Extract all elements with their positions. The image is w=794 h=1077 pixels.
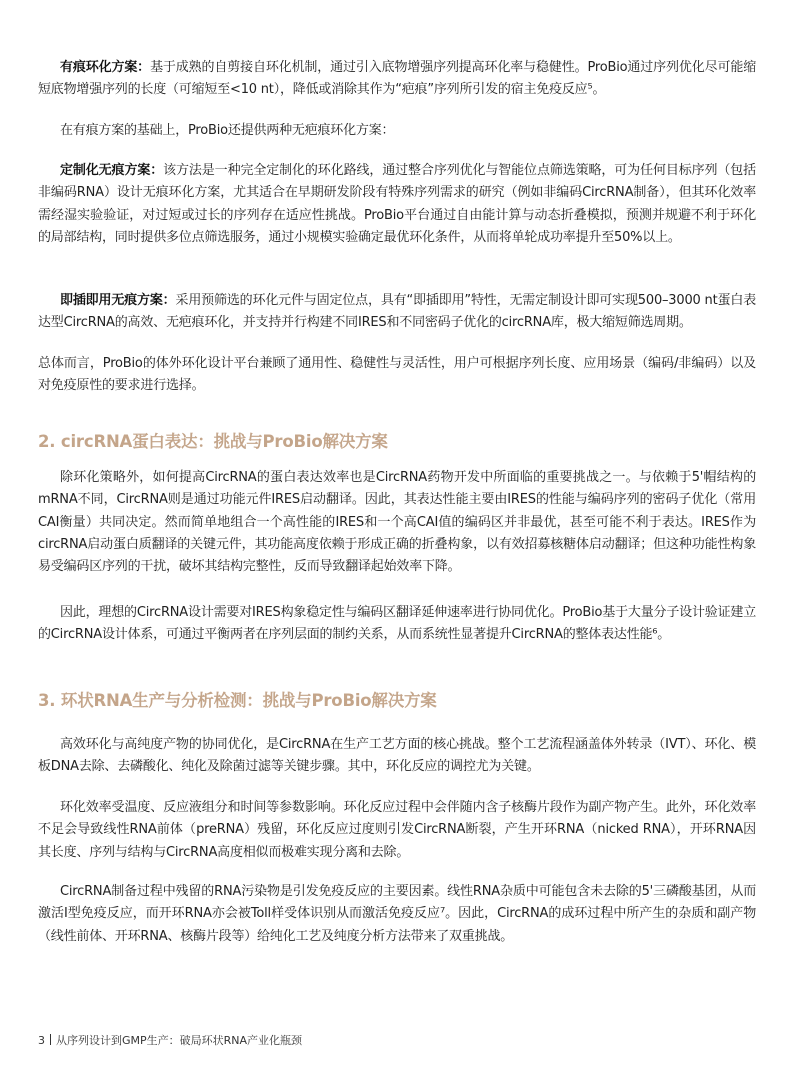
page-number: 3	[38, 1034, 45, 1047]
footer-title: 从序列设计到GMP生产：破局环状RNA产业化瓶颈	[56, 1034, 303, 1047]
section-2-heading-wrap	[38, 430, 756, 454]
paragraph-summary: 总体而言，ProBio的体外环化设计平台兼顾了通用性、稳健性与灵活性，用户可根据序列长度、应用场景（编码/非编码）以及对免疫原性的要求进行选择。	[38, 356, 756, 394]
paragraph-production-1: 高效环化与高纯度产物的协同优化，是CircRNA在生产工艺方面的核心挑战。整个工艺流程涵盖体外转录（IVT）、环化、模板DNA去除、去磷酸化、纯化及除菌过滤等关键步骤。其中，环化反应的调控尤为关键。	[38, 737, 756, 775]
paragraph-scarless-intro: 在有痕方案的基础上，ProBio还提供两种无疤痕环化方案：	[60, 123, 395, 138]
plug-play-scheme-label: 即插即用无痕方案：	[60, 293, 176, 308]
custom-scheme-text: 该方法是一种完全定制化的环化路线，通过整合序列优化与智能位点筛选策略，可为任何目标序列（包括非编码RNA）设计无痕环化方案，尤其适合在早期研发阶段有特殊序列需求的研究（例如非编码CircRNA制备），但其环化效率需经湿实验验证，对过短或过长的序列存在适应性挑战。ProBio平台通过自由能计算与动态折叠模拟，预测并规避不利于环化的局部结构，同时提供多位点筛选服务，通过小规模实验确定最优环化条件，从而将单轮成功率提升至50%以上。	[38, 163, 756, 245]
paragraph-plug-play-scheme	[38, 290, 756, 335]
paragraph-expression-2: 因此，理想的CircRNA设计需要对IRES构象稳定性与编码区翻译延伸速率进行协同优化。ProBio基于大量分子设计验证建立的CircRNA设计体系，可通过平衡两者在序列层面的制约关系，从而系统性显著提升CircRNA的整体表达性能⁶。	[38, 605, 756, 643]
page-footer	[38, 1033, 302, 1049]
section-2-heading: 2. circRNA蛋白表达：挑战与ProBio解决方案	[38, 432, 388, 451]
paragraph-production-3: CircRNA制备过程中残留的RNA污染物是引发免疫反应的主要因素。线性RNA杂质中可能包含未去除的5'三磷酸基团，从而激活I型免疫反应，而开环RNA亦会被Toll样受体识别从而激活免疫反应⁷。因此，CircRNA的成环过程中所产生的杂质和副产物（线性前体、开环RNA、核酶片段等）给纯化工艺及纯度分析方法带来了双重挑战。	[38, 884, 756, 944]
paragraph-production-2: 环化效率受温度、反应液组分和时间等参数影响。环化反应过程中会伴随内含子核酶片段作为副产物产生。此外，环化效率不足会导致线性RNA前体（preRNA）残留，环化反应过度则引发CircRNA断裂，产生开环RNA（nicked RNA），开环RNA因其长度、序列与结构与CircRNA高度相似而极难实现分离和去除。	[38, 800, 756, 860]
scarred-scheme-text: 基于成熟的自剪接自环化机制，通过引入底物增强序列提高环化率与稳健性。ProBio通过序列优化尽可能缩短底物增强序列的长度（可缩短至<10 nt），降低或消除其作为“疤痕”序列所引发的宿主免疫反应⁵。	[38, 60, 757, 98]
section-3-heading-wrap	[38, 689, 756, 713]
footer-divider	[50, 1034, 51, 1045]
paragraph-scarred-scheme	[38, 57, 756, 102]
paragraph-custom-scheme	[38, 160, 756, 249]
section-3-heading: 3. 环状RNA生产与分析检测：挑战与ProBio解决方案	[38, 691, 437, 710]
plug-play-scheme-text: 采用预筛选的环化元件与固定位点，具有“即插即用”特性，无需定制设计即可实现500–3000 nt蛋白表达型CircRNA的高效、无疤痕环化，并支持并行构建不同IRES和不同密码子优化的circRNA库，极大缩短筛选周期。	[38, 293, 756, 331]
custom-scheme-label: 定制化无痕方案：	[60, 163, 164, 178]
scarred-scheme-label: 有痕环化方案：	[60, 60, 151, 75]
paragraph-expression-1: 除环化策略外，如何提高CircRNA的蛋白表达效率也是CircRNA药物开发中所面临的重要挑战之一。与依赖于5'帽结构的mRNA不同，CircRNA则是通过功能元件IRES启动翻译。因此，其表达性能主要由IRES的性能与编码序列的密码子优化（常用CAI衡量）共同决定。然而简单地组合一个高性能的IRES和一个高CAI值的编码区并非最优，甚至可能不利于表达。IRES作为circRNA启动蛋白质翻译的关键元件，其功能高度依赖于形成正确的折叠构象，以有效招募核糖体启动翻译；但这种功能性构象易受编码区序列的干扰，破坏其结构完整性，反而导致翻译起始效率下降。	[38, 470, 756, 575]
